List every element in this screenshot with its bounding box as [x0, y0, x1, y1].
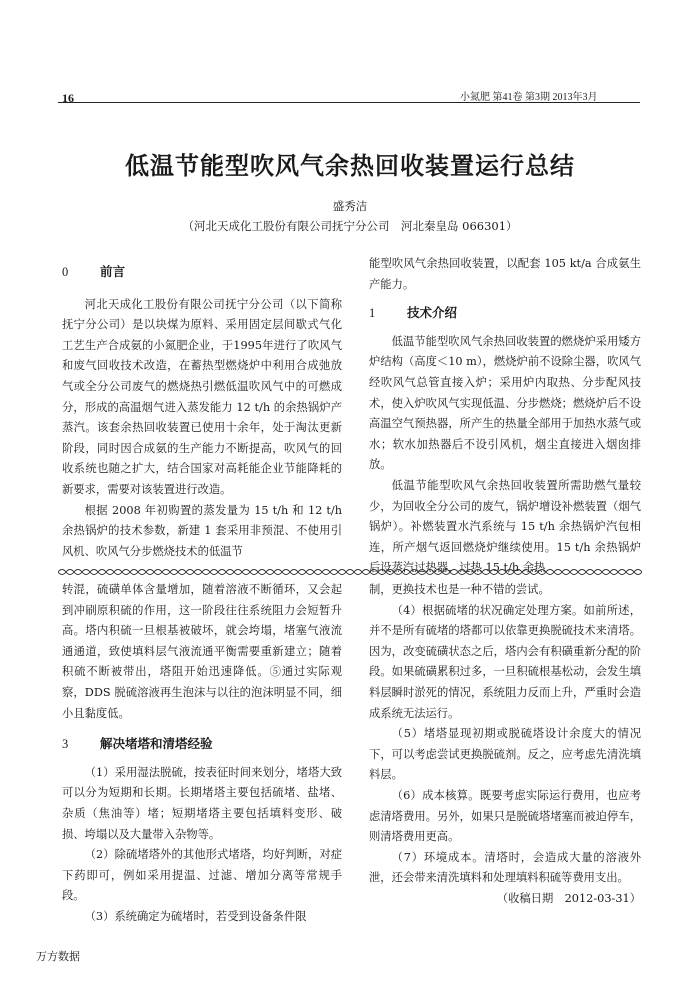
- bottom-right-column: [369, 580, 641, 910]
- tech-paragraph-1: 低温节能型吹风气余热回收装置的燃烧炉采用矮方炉结构（高度＜10 m），燃烧炉前不设除尘器，吹风气经吹风气总管直接入炉；采用炉内取热、分步配风技术，使入炉吹风气实现低温、分步燃烧；燃烧炉后不设高温空气预热器，所产生的热量全部用于加热水蒸气或水；软水加热器后不设引风机，烟尘直接进入烟囱排放。: [369, 334, 641, 472]
- experience-item-6: （6）成本核算。既要考虑实际运行费用，也应考虑清塔费用。另外，如果只是脱硫塔堵塞而被迫停车，则清塔费用更高。: [369, 788, 641, 844]
- top-left-column: [62, 262, 342, 562]
- running-head: 小氮肥 第41卷 第3期 2013年3月: [460, 92, 598, 103]
- received-date: （收稿日期 2012-03-31）: [496, 891, 641, 905]
- section-3-number: 3: [62, 737, 69, 752]
- intro-paragraph-1: 河北天成化工股份有限公司抚宁分公司（以下简称抚宁分公司）是以块煤为原料、采用固定层间歇式气化工艺生产合成氨的小氮肥企业，于1995年进行了吹风气和废气回收技术改造，在蓄热型燃烧炉中利用合成弛放气或全分公司废气的燃烧热引燃低温吹风气中的可燃成分，形成的高温烟气进入蒸发能力 12 t/h 的余热锅炉产蒸汽。该套余热回收装置已使用十余年，处于淘汰更新阶段，同时因合成氨的生产能力不断提高，吹风气的回收系统也随之扩大，结合国家对高耗能企业节能降耗的新要求，需要对该装置进行改造。: [62, 297, 342, 496]
- section-0-number: 0: [62, 265, 69, 279]
- experience-item-3: （3）系统确定为硫堵时，若受到设备条件限: [84, 909, 307, 923]
- author: 盛秀洁: [332, 199, 368, 213]
- section-1-title: 技术介绍: [407, 305, 458, 321]
- article-title: 低温节能型吹风气余热回收装置运行总结: [125, 152, 575, 180]
- experience-item-2: （2）除硫堵塔外的其他形式堵塔，均好判断，对症下药即可，例如采用提温、过滤、增加分离等常规手段。: [62, 848, 342, 903]
- bottom-left-column: [62, 580, 342, 928]
- experience-item-1: （1）采用湿法脱硫，按表征时间来划分，堵塔大致可以分为短期和长期。长期堵塔主要包括硫堵、盐堵、杂质（焦油等）堵；短期堵塔主要包括填料变形、破损、垮塌以及大量带入杂物等。: [62, 765, 342, 841]
- affiliation: （河北天成化工股份有限公司抚宁分公司 河北秦皇岛 066301）: [182, 219, 518, 233]
- watermark-footer: 万方数据: [36, 950, 80, 963]
- top-right-column: [369, 254, 641, 579]
- experience-item-7: （7）环境成本。清塔时，会造成大量的溶液外泄，还会带来清洗填料和处理填料积硫等费用支出。: [369, 850, 641, 885]
- section-1-number: 1: [369, 306, 376, 321]
- section-3-title: 解决堵塔和清塔经验: [100, 736, 213, 752]
- intro-paragraph-2: 根据 2008 年初购置的蒸发量为 15 t/h 和 12 t/h 余热锅炉的技术参数，新建 1 套采用非预混、不使用引风机、吹风气分步燃烧技术的低温节: [62, 503, 342, 558]
- section-1-heading: [369, 303, 641, 324]
- tech-paragraph-2: 低温节能型吹风气余热回收装置所需助燃气量较少，为回收全分公司的废气，锅炉增设补燃装置（烟气锅炉）。补燃装置水汽系统与 15 t/h 余热锅炉汽包相连，所产烟气返回燃烧炉继续使用。15 t/h 余热锅炉后设蒸汽过热器，过热 15 t/h 余热: [369, 478, 641, 575]
- section-0-heading: [62, 262, 342, 283]
- intro-paragraph-continued: 能型吹风气余热回收装置，以配套 105 kt/a 合成氨生产能力。: [369, 257, 641, 291]
- page-number: 16: [62, 91, 74, 105]
- experience-item-5: （5）堵塔显现初期或脱硫塔设计余度大的情况下，可以考虑尝试更换脱硫剂。反之，应考虑先清洗填料层。: [369, 727, 641, 782]
- continued-item-3: 制，更换技术也是一种不错的尝试。: [369, 583, 550, 596]
- wavy-separator: [58, 567, 642, 577]
- experience-item-4: （4）根据硫堵的状况确定处理方案。如前所述，并不是所有硫堵的塔都可以依靠更换脱硫技术来清塔。因为，改变硫磺状态之后，塔内会有积磺重新分配的阶段。如果硫磺累积过多，一旦积硫根基松动，会发生填料层瞬时淤死的情况，系统阻力反而上升，严重时会造成系统无法运行。: [369, 603, 641, 720]
- section-3-heading: [62, 734, 342, 755]
- continued-paragraph: 转混，硫磺单体含量增加，随着溶液不断循环，又会起到冲刷原积硫的作用，这一阶段往往系统阻力会短暂升高。塔内积硫一旦根基被破坏，就会垮塌，堵塞气液流通通道，致使填料层气液流通平衡需要重新建立；随着积硫不断被带出，塔阻开始迅速降低。⑤通过实际观察，DDS 脱硫溶液再生泡沫与以往的泡沫明显不同，细小且黏度低。: [62, 583, 342, 720]
- header-rule: [58, 102, 640, 103]
- section-0-title: 前言: [100, 264, 126, 279]
